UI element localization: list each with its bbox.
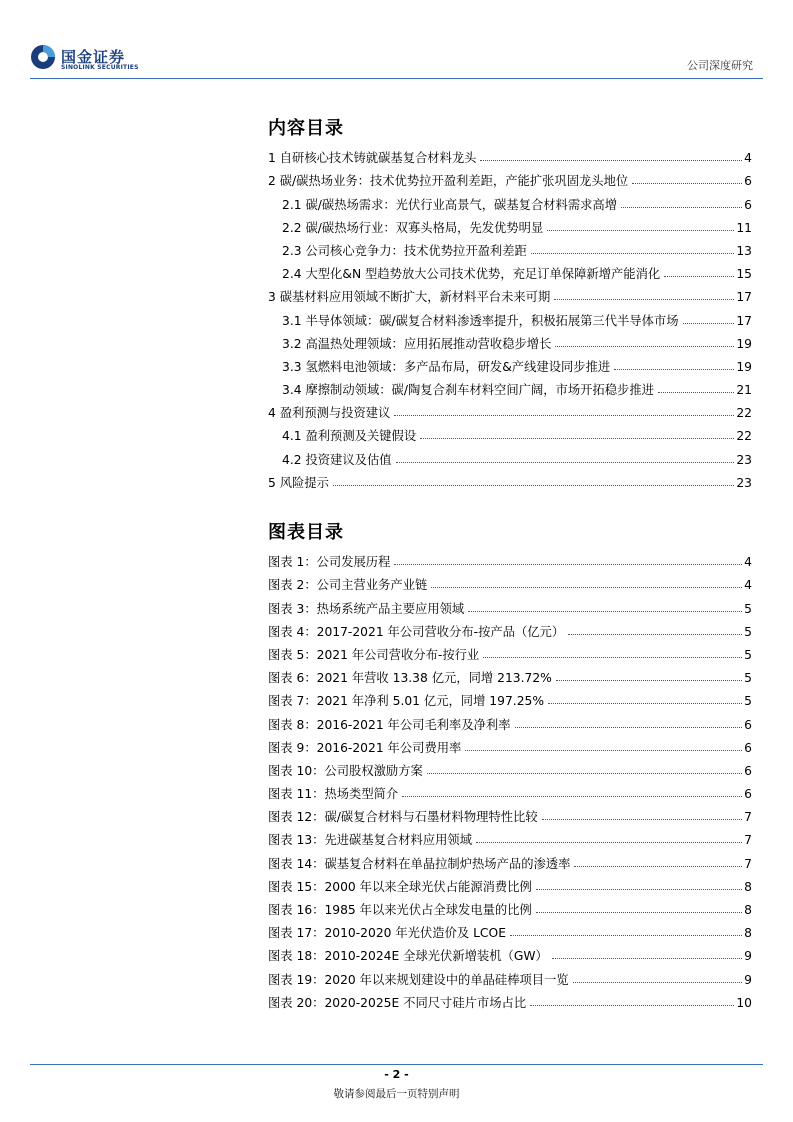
toc-entry[interactable] (268, 328, 752, 351)
toc-entry[interactable] (268, 165, 752, 188)
toc-entry[interactable] (268, 443, 752, 466)
toc-entry-text: 2.1 碳/碳热场需求：光伏行业高景气，碳基复合材料需求高增 (282, 197, 618, 212)
toc-entry[interactable] (268, 235, 752, 258)
toc-entry-page: 23 (736, 475, 752, 490)
lof-entry-text: 图表 10：公司股权激励方案 (268, 763, 423, 778)
toc-entry-page: 17 (736, 290, 752, 305)
lof-leader-dots (402, 796, 742, 797)
toc-entry-page: 21 (736, 383, 752, 398)
toc-leader-dots (480, 160, 742, 161)
lof-entry-text: 图表 1：公司发展历程 (268, 555, 391, 570)
toc-entry-page: 11 (736, 220, 752, 235)
lof-leader-dots (431, 587, 742, 588)
toc-entry-page: 15 (736, 267, 752, 282)
lof-entry-text: 图表 15：2000 年以来全球光伏占能源消费比例 (268, 879, 532, 894)
toc-leader-dots (621, 207, 742, 208)
toc-entry[interactable] (268, 374, 752, 397)
toc-entry-text: 3.4 摩擦制动领域：碳/陶复合刹车材料空间广阔，市场开拓稳步推进 (282, 383, 654, 398)
lof-entry-text: 图表 9：2016-2021 年公司费用率 (268, 740, 462, 755)
lof-leader-dots (476, 842, 742, 843)
toc-entry[interactable] (268, 467, 752, 490)
list-of-figures (268, 546, 752, 1010)
lof-entry-text: 图表 12：碳/碳复合材料与石墨材料物理特性比较 (268, 810, 538, 825)
lof-entry-page: 5 (744, 624, 752, 639)
toc-leader-dots (396, 462, 735, 463)
toc-leader-dots (614, 369, 734, 370)
lof-entry[interactable] (268, 894, 752, 917)
toc-entry-page: 19 (736, 336, 752, 351)
toc-leader-dots (554, 299, 734, 300)
lof-leader-dots (427, 773, 742, 774)
lof-leader-dots (542, 819, 743, 820)
lof-entry[interactable] (268, 616, 752, 639)
lof-entry-text: 图表 17：2010-2020 年光伏造价及 LCOE (268, 926, 506, 941)
lof-entry[interactable] (268, 546, 752, 569)
lof-entry-page: 5 (744, 694, 752, 709)
footer-divider (30, 1064, 763, 1065)
lof-leader-dots (465, 750, 742, 751)
logo-english-name: SINOLINK SECURITIES (61, 64, 139, 71)
toc-entry-page: 13 (736, 243, 752, 258)
lof-leader-dots (536, 912, 742, 913)
lof-entry[interactable] (268, 569, 752, 592)
lof-entry-text: 图表 5：2021 年公司营收分布-按行业 (268, 647, 480, 662)
toc-leader-dots (547, 230, 734, 231)
toc-entry-page: 17 (736, 313, 752, 328)
toc-entry-text: 3.1 半导体领域：碳/碳复合材料渗透率提升，积极拓展第三代半导体市场 (282, 313, 679, 328)
toc-entry[interactable] (268, 142, 752, 165)
lof-entry[interactable] (268, 662, 752, 685)
toc-entry-page: 19 (736, 359, 752, 374)
lof-entry-text: 图表 4：2017-2021 年公司营收分布-按产品（亿元） (268, 624, 565, 639)
lof-entry[interactable] (268, 801, 752, 824)
lof-entry[interactable] (268, 685, 752, 708)
lof-entry-text: 图表 11：热场类型简介 (268, 787, 399, 802)
toc-entry[interactable] (268, 351, 752, 374)
sinolink-logo (30, 44, 190, 74)
lof-entry[interactable] (268, 778, 752, 801)
toc-entry-text: 2.2 碳/碳热场行业：双寡头格局，先发优势明显 (282, 220, 544, 235)
toc-entry-text: 4 盈利预测与投资建议 (268, 406, 391, 421)
toc-entry[interactable] (268, 420, 752, 443)
toc-entry-text: 2.3 公司核心竞争力：技术优势拉开盈利差距 (282, 243, 527, 258)
toc-entry[interactable] (268, 258, 752, 281)
lof-entry-page: 6 (744, 763, 752, 778)
sinolink-logo-mark-icon (30, 44, 56, 70)
lof-entry-text: 图表 14：碳基复合材料在单晶拉制炉热场产品的渗透率 (268, 856, 571, 871)
lof-entry[interactable] (268, 871, 752, 894)
lof-entry-text: 图表 18：2010-2024E 全球光伏新增装机（GW） (268, 949, 548, 964)
lof-entry-page: 7 (744, 856, 752, 871)
lof-entry-page: 6 (744, 740, 752, 755)
toc-entry-page: 6 (744, 174, 752, 189)
toc-leader-dots (420, 438, 734, 439)
lof-entry[interactable] (268, 755, 752, 778)
lof-entry-text: 图表 6：2021 年营收 13.38 亿元，同增 213.72% (268, 671, 552, 686)
lof-entry[interactable] (268, 963, 752, 986)
toc-leader-dots (664, 276, 734, 277)
toc-entry-text: 4.2 投资建议及估值 (282, 452, 392, 467)
toc-entry[interactable] (268, 188, 752, 211)
lof-entry[interactable] (268, 708, 752, 731)
lof-entry[interactable] (268, 824, 752, 847)
lof-entry-page: 5 (744, 601, 752, 616)
toc-leader-dots (333, 485, 734, 486)
toc-entry-text: 1 自研核心技术铸就碳基复合材料龙头 (268, 151, 477, 166)
toc-entry-text: 4.1 盈利预测及关键假设 (282, 429, 417, 444)
toc-leader-dots (632, 183, 742, 184)
lof-entry-text: 图表 2：公司主营业务产业链 (268, 578, 428, 593)
lof-leader-dots (556, 680, 742, 681)
document-type: 公司深度研究 (687, 59, 753, 72)
toc-entry-text: 3 碳基材料应用领域不断扩大，新材料平台未来可期 (268, 290, 551, 305)
lof-entry-page: 6 (744, 717, 752, 732)
toc-entry-text: 2 碳/碳热场业务：技术优势拉开盈利差距，产能扩张巩固龙头地位 (268, 174, 629, 189)
lof-entry[interactable] (268, 732, 752, 755)
lof-entry[interactable] (268, 987, 752, 1010)
lof-leader-dots (530, 1005, 734, 1006)
lof-leader-dots (510, 935, 742, 936)
table-of-contents (268, 142, 752, 490)
toc-leader-dots (658, 392, 734, 393)
lof-entry-page: 4 (744, 578, 752, 593)
lof-entry-page: 5 (744, 647, 752, 662)
lof-title: 图表目录 (268, 522, 344, 543)
lof-entry-page: 10 (736, 995, 752, 1010)
logo-chinese-name: 国金证券 (61, 48, 126, 66)
page-number: - 2 - (384, 1068, 409, 1081)
lof-entry-page: 7 (744, 810, 752, 825)
toc-entry-page: 22 (736, 429, 752, 444)
lof-entry[interactable] (268, 847, 752, 870)
toc-entry[interactable] (268, 281, 752, 304)
lof-entry-page: 8 (744, 879, 752, 894)
toc-entry-text: 3.3 氢燃料电池领域：多产品布局，研发&产线建设同步推进 (282, 359, 611, 374)
lof-entry-text: 图表 8：2016-2021 年公司毛利率及净利率 (268, 717, 511, 732)
lof-leader-dots (574, 866, 742, 867)
lof-leader-dots (394, 564, 742, 565)
footer-disclaimer: 敬请参阅最后一页特别声明 (333, 1088, 460, 1100)
toc-leader-dots (555, 346, 734, 347)
lof-entry[interactable] (268, 940, 752, 963)
lof-entry-text: 图表 16：1985 年以来光伏占全球发电量的比例 (268, 903, 532, 917)
toc-entry-text: 5 风险提示 (268, 475, 329, 490)
toc-leader-dots (394, 415, 734, 416)
toc-entry-page: 6 (744, 197, 752, 212)
toc-entry[interactable] (268, 212, 752, 235)
lof-leader-dots (568, 634, 742, 635)
lof-entry-page: 5 (744, 671, 752, 686)
toc-entry-text: 3.2 高温热处理领域：应用拓展推动营收稳步增长 (282, 336, 552, 351)
header-divider (30, 78, 763, 79)
lof-entry-page: 4 (744, 555, 752, 570)
lof-entry-text: 图表 7：2021 年净利 5.01 亿元，同增 197.25% (268, 694, 545, 709)
lof-entry-text: 图表 19：2020 年以来规划建设中的单晶硅棒项目一览 (268, 972, 569, 987)
page-header (0, 0, 793, 80)
toc-entry-page: 4 (744, 151, 752, 166)
toc-entry-page: 22 (736, 406, 752, 421)
lof-entry[interactable] (268, 592, 752, 615)
lof-entry-text: 图表 13：先进碳基复合材料应用领域 (268, 833, 473, 848)
lof-entry[interactable] (268, 917, 752, 940)
lof-entry-text: 图表 20：2020-2025E 不同尺寸硅片市场占比 (268, 995, 527, 1010)
lof-entry-page: 8 (744, 926, 752, 941)
toc-entry[interactable] (268, 397, 752, 420)
toc-title: 内容目录 (268, 118, 344, 139)
lof-leader-dots (468, 611, 742, 612)
lof-leader-dots (536, 889, 742, 890)
lof-entry-page: 7 (744, 833, 752, 848)
lof-entry-page: 9 (744, 972, 752, 987)
lof-leader-dots (483, 657, 742, 658)
lof-entry-page: 9 (744, 949, 752, 964)
lof-entry[interactable] (268, 639, 752, 662)
toc-leader-dots (531, 253, 735, 254)
lof-entry-text: 图表 3：热场系统产品主要应用领域 (268, 601, 465, 616)
lof-leader-dots (552, 958, 742, 959)
lof-entry-page: 8 (744, 903, 752, 917)
toc-entry[interactable] (268, 304, 752, 327)
lof-leader-dots (515, 727, 743, 728)
toc-leader-dots (683, 323, 735, 324)
lof-leader-dots (548, 703, 742, 704)
toc-entry-text: 2.4 大型化&N 型趋势放大公司技术优势，充足订单保障新增产能消化 (282, 267, 661, 282)
lof-entry-page: 6 (744, 787, 752, 802)
toc-entry-page: 23 (736, 452, 752, 467)
lof-leader-dots (573, 982, 742, 983)
